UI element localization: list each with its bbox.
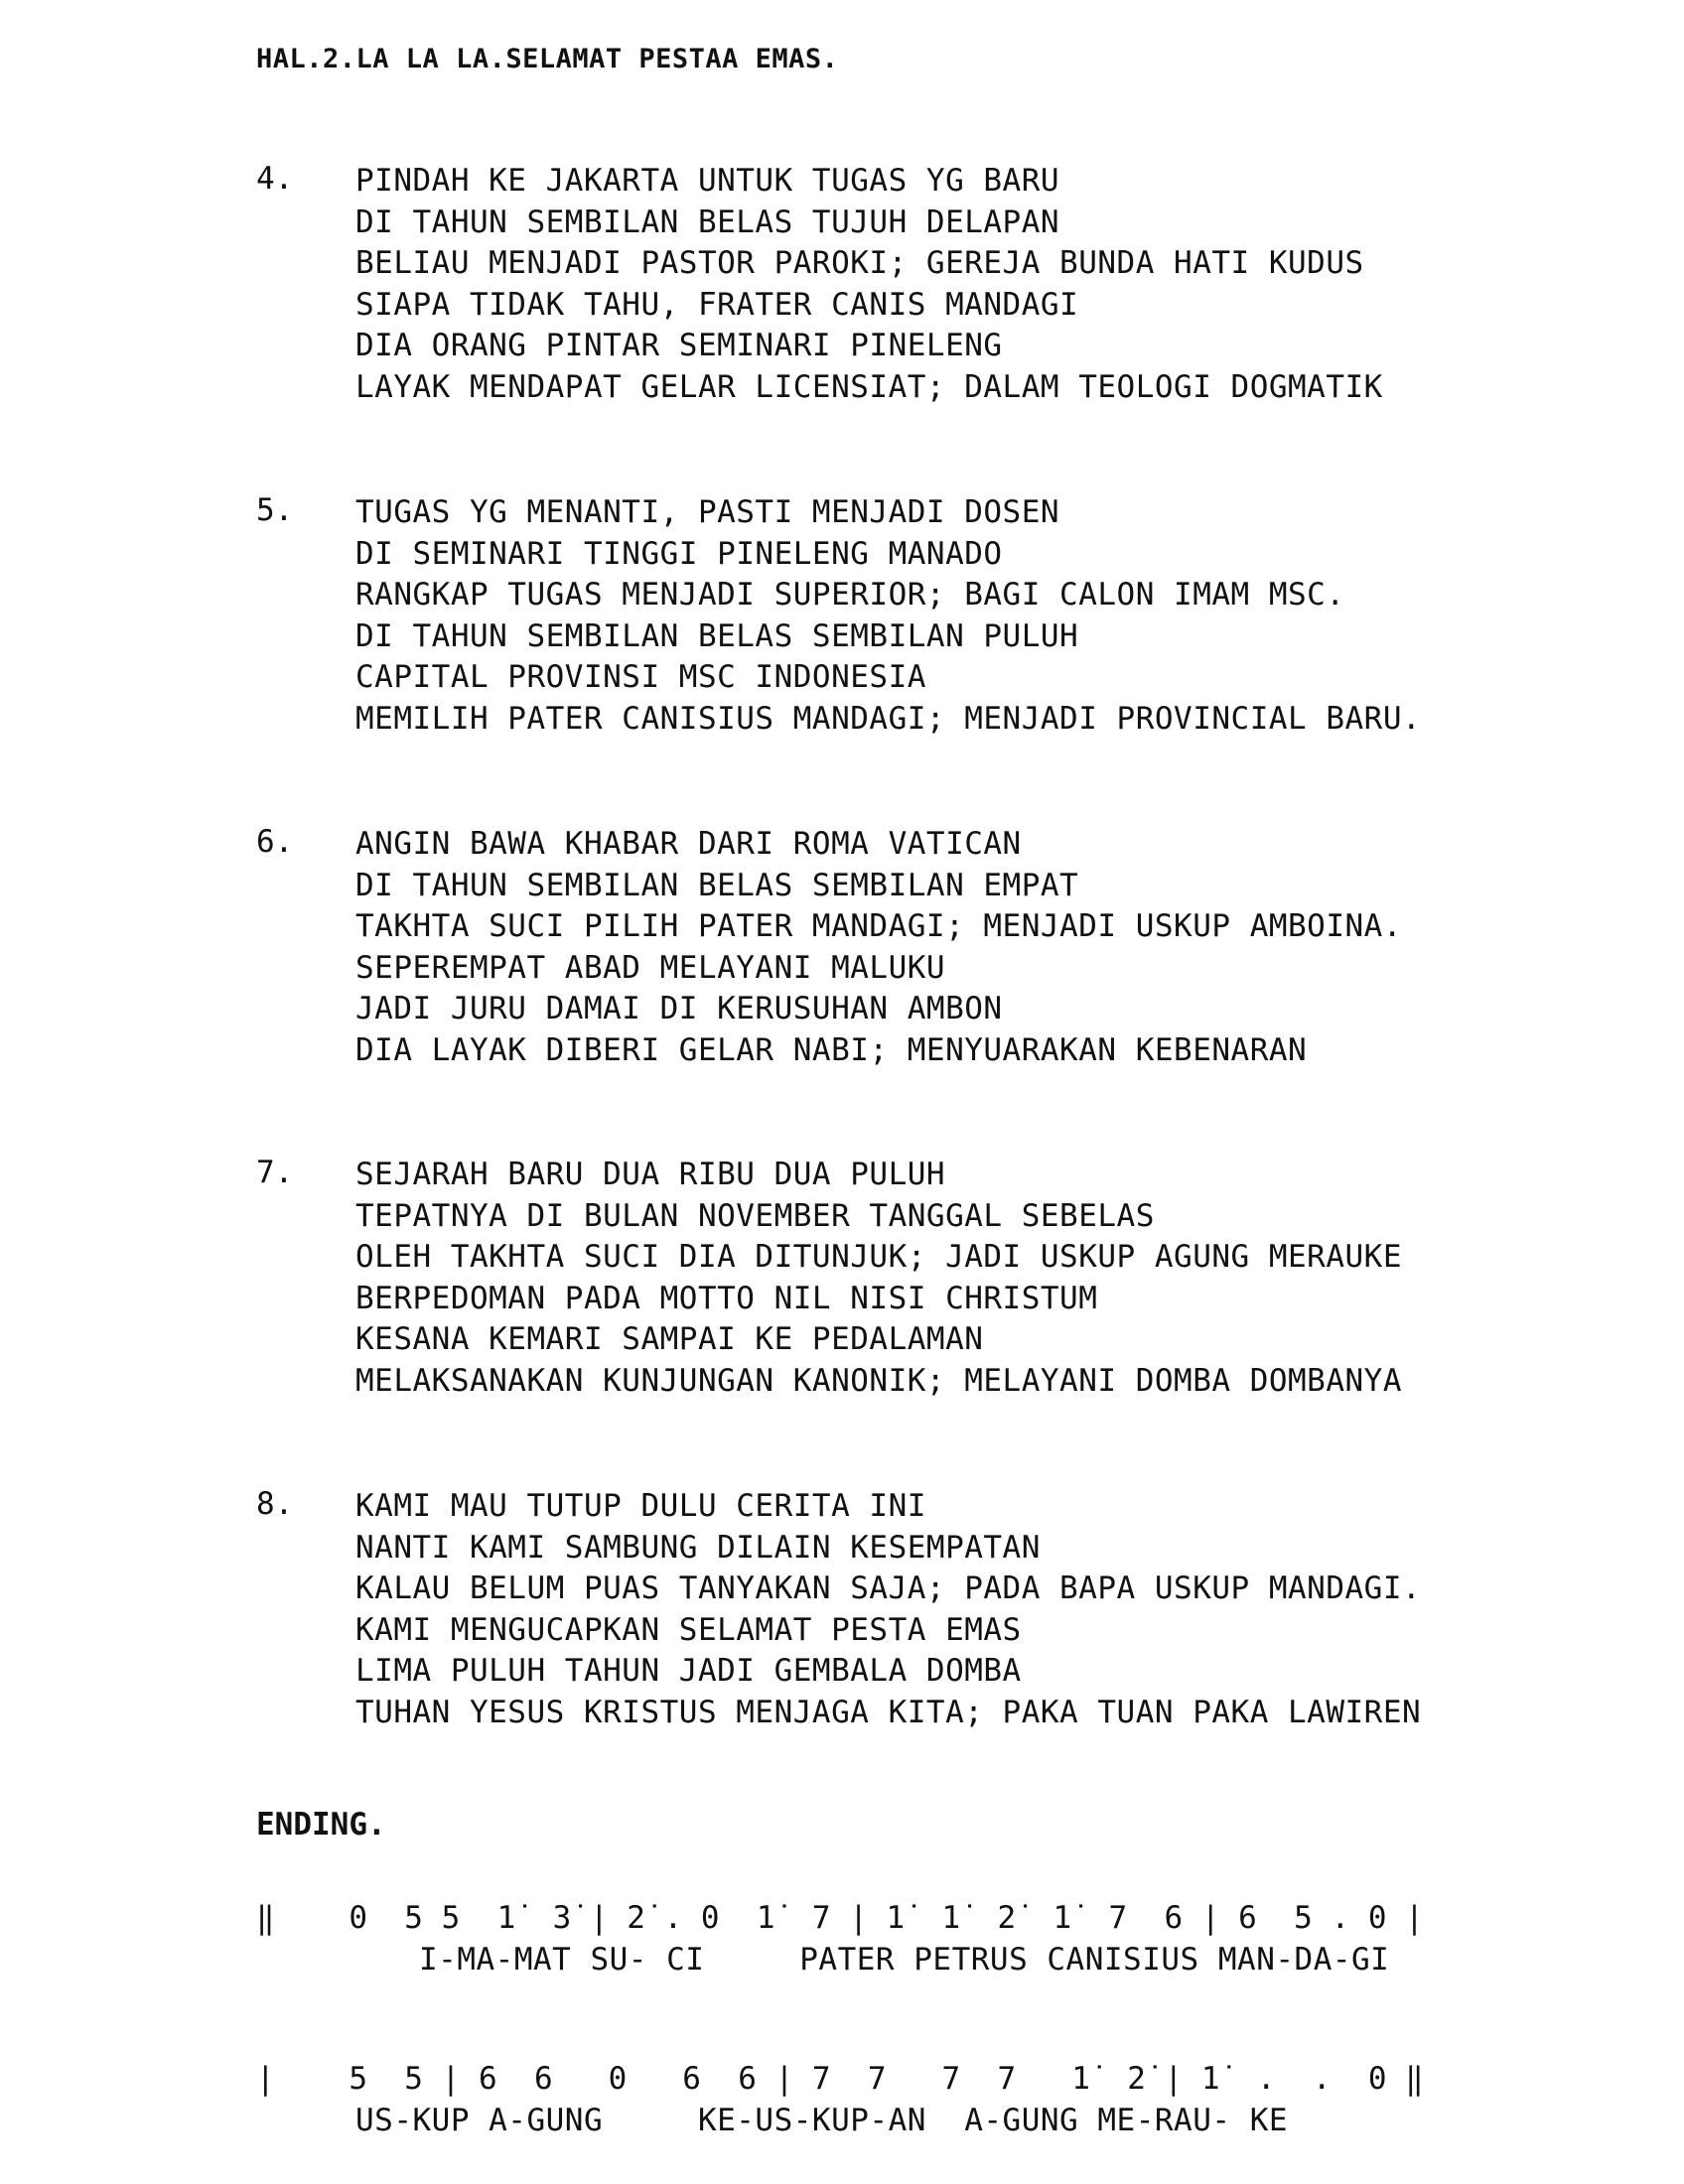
- verse-number: 6.: [256, 824, 294, 860]
- verse-number: 5.: [256, 492, 294, 528]
- verse-line: TUGAS YG MENANTI, PASTI MENJADI DOSEN: [355, 494, 1060, 530]
- verse-line: RANGKAP TUGAS MENJADI SUPERIOR; BAGI CALON IMAM MSC.: [355, 577, 1345, 613]
- verse-number: 8.: [256, 1486, 294, 1522]
- verse-line: LIMA PULUH TAHUN JADI GEMBALA DOMBA: [355, 1653, 1022, 1689]
- verse-number: 7.: [256, 1155, 294, 1190]
- verse-line: KAMI MENGUCAPKAN SELAMAT PESTA EMAS: [355, 1611, 1022, 1648]
- ending-title: ENDING.: [256, 1807, 386, 1843]
- verse-line: DI TAHUN SEMBILAN BELAS SEMBILAN EMPAT: [355, 867, 1079, 903]
- verse-line: MEMILIH PATER CANISIUS MANDAGI; MENJADI PROVINCIAL BARU.: [355, 700, 1422, 737]
- verse-line: SIAPA TIDAK TAHU, FRATER CANIS MANDAGI: [355, 286, 1079, 323]
- ending-notation-row-1: ‖ 0 5 5 1̇ 3̇ | 2̇ . 0 1̇ 7 | 1̇ 1̇ 2̇ 1̇ 7 6 | 6 5 . 0 |: [256, 1900, 1424, 1936]
- verse-line: MELAKSANAKAN KUNJUNGAN KANONIK; MELAYANI DOMBA DOMBANYA: [355, 1362, 1402, 1399]
- verse-line: DIA ORANG PINTAR SEMINARI PINELENG: [355, 328, 1003, 363]
- verse-line: BELIAU MENJADI PASTOR PAROKI; GEREJA BUNDA HATI KUDUS: [355, 245, 1364, 281]
- verse-line: LAYAK MENDAPAT GELAR LICENSIAT; DALAM TEOLOGI DOGMATIK: [355, 368, 1383, 405]
- verse-line: SEPEREMPAT ABAD MELAYANI MALUKU: [355, 949, 946, 986]
- page-header: HAL.2.LA LA LA.SELAMAT PESTAA EMAS.: [256, 44, 839, 74]
- verse-line: TUHAN YESUS KRISTUS MENJAGA KITA; PAKA TUAN PAKA LAWIREN: [355, 1694, 1422, 1730]
- verse-line: TAKHTA SUCI PILIH PATER MANDAGI; MENJADI USKUP AMBOINA.: [355, 908, 1402, 944]
- verse-number: 4.: [256, 161, 294, 197]
- verse-line: KESANA KEMARI SAMPAI KE PEDALAMAN: [355, 1321, 984, 1357]
- verse-line: JADI JURU DAMAI DI KERUSUHAN AMBON: [355, 991, 1003, 1026]
- verse-line: CAPITAL PROVINSI MSC INDONESIA: [355, 659, 926, 695]
- verse-line: OLEH TAKHTA SUCI DIA DITUNJUK; JADI USKUP AGUNG MERAUKE: [355, 1239, 1402, 1275]
- ending-lyrics-row-1: I-MA-MAT SU- CI PATER PETRUS CANISIUS MAN-DA-GI: [419, 1942, 1390, 1978]
- verse-line: NANTI KAMI SAMBUNG DILAIN KESEMPATAN: [355, 1529, 1041, 1566]
- verse-line: BERPEDOMAN PADA MOTTO NIL NISI CHRISTUM: [355, 1280, 1098, 1316]
- verse-line: TEPATNYA DI BULAN NOVEMBER TANGGAL SEBELAS: [355, 1197, 1155, 1234]
- ending-lyrics-row-2: US-KUP A-GUNG KE-US-KUP-AN A-GUNG ME-RAU- KE: [355, 2103, 1289, 2138]
- verse-line: DI TAHUN SEMBILAN BELAS TUJUH DELAPAN: [355, 204, 1060, 240]
- ending-notation-row-2: | 5 5 | 6 6 0 6 6 | 7 7 7 7 1̇ 2̇ | 1̇ . . 0 ‖: [256, 2061, 1424, 2097]
- verse-line: DIA LAYAK DIBERI GELAR NABI; MENYUARAKAN KEBENARAN: [355, 1031, 1308, 1068]
- verse-line: KAMI MAU TUTUP DULU CERITA INI: [355, 1488, 926, 1524]
- verse-line: SEJARAH BARU DUA RIBU DUA PULUH: [355, 1157, 946, 1192]
- verse-line: DI SEMINARI TINGGI PINELENG MANADO: [355, 535, 1003, 572]
- verse-line: PINDAH KE JAKARTA UNTUK TUGAS YG BARU: [355, 163, 1060, 199]
- verse-line: KALAU BELUM PUAS TANYAKAN SAJA; PADA BAPA USKUP MANDAGI.: [355, 1570, 1422, 1606]
- verse-line: DI TAHUN SEMBILAN BELAS SEMBILAN PULUH: [355, 617, 1079, 654]
- verse-line: ANGIN BAWA KHABAR DARI ROMA VATICAN: [355, 826, 1022, 862]
